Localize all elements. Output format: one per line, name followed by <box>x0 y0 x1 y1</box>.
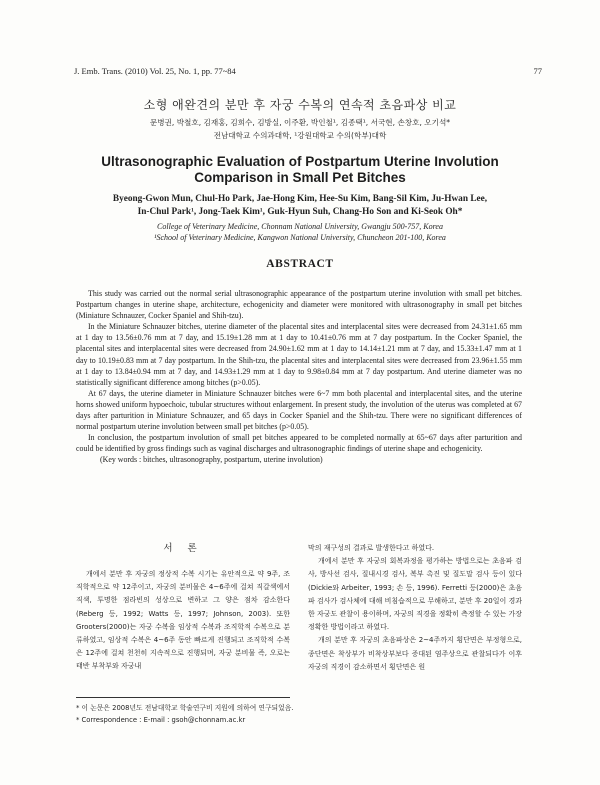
footnote-funding: * 이 논문은 2008년도 전남대학교 학술연구비 지원에 의하여 연구되었음. <box>76 704 294 712</box>
english-title: Ultrasonographic Evaluation of Postpartum Uterine Involution Comparison in Small Pet Bitches <box>101 154 499 185</box>
english-authors-line-2: In-Chul Park¹, Jong-Taek Kim¹, Guk-Hyun Suh, Chang-Ho Son and Ki-Seok Oh* <box>137 207 463 217</box>
affiliation-1: College of Veterinary Medicine, Chonnam National University, Gwangju 500-757, Korea <box>157 222 443 231</box>
abstract-paragraph: At 67 days, the uterine diameter in Miniature Schnauzer bitches were 6~7 mm both placental and interplacental sites, and the uterine horns showed uniform hypoechoic, tubular structures without enlargement. In present study, the involution of the uterus was completed at 67 days after parturition in Miniature Schnauzer, and 65 days in Cocker Spaniel and the Shih-tzu. There were no significant differences of normal postpartum uterine involution between small pet bitches (p>0.05). <box>76 388 522 432</box>
body-paragraph: 개에서 분만 후 자궁의 회복과정을 평가하는 방법으로는 초음파 검사, 방사선 검사, 질내시경 검사, 복부 촉진 및 질도말 검사 등이 있다(Dickie와 Arbeiter, 1993; 손 등, 1996). Ferretti 등(2000)은 초음파 검사가 검사체에 대해 비침습적으로 무해하고, 분만 후 20일이 경과한 자궁도 관찰이 용이하며, 자궁의 직경을 정확히 측정할 수 있는 가장 정확한 방법이라고 하였다. <box>308 557 522 632</box>
section-heading-introduction: 서 론 <box>163 543 203 554</box>
footnote-divider <box>76 697 290 698</box>
affiliations <box>60 222 540 243</box>
footnotes <box>76 702 406 726</box>
korean-affiliation: 전남대학교 수의과대학, ¹강원대학교 수의(학부)대학 <box>213 131 387 140</box>
body-paragraph: 개의 분만 후 자궁의 초음파상은 2~4주까지 횡단면은 부정형으로, 종단면은 착상부가 비착상부보다 증대된 염주상으로 관찰되다가 이후 자궁의 직경이 감소하면서 횡단면은 원 <box>308 636 522 671</box>
body-paragraph: 개에서 분만 후 자궁의 정상적 수복 시기는 유안적으로 약 9주, 조직학적으로 약 12주이고, 자궁의 분비물은 4~6주에 걸쳐 직갈색에서 직색, 투명한 점라빈의 성상으로 변하고 그 양은 점차 감소한다(Reberg 등, 1992; Watts 등, 1997; Johnson, 2003). 또한 Grooters(2000)는 자궁 수복을 임상적 수복과 조직학적 수복으로 분류하였고, 임상적 수복은 4~6주 동안 빠르게 진행되고 조직학적 수복은 12주에 걸쳐 천천히 지속적으로 진행되며, 자궁 분비물 즉, 오로는 태반 부착부와 자궁내 <box>76 570 290 671</box>
journal-citation: J. Emb. Trans. (2010) Vol. 25, No. 1, pp. 77~84 <box>74 66 236 76</box>
page-number: 77 <box>533 66 542 76</box>
keywords: (Key words : bitches, ultrasonography, postpartum, uterine involution) <box>100 455 323 465</box>
abstract-body <box>76 288 522 466</box>
abstract-heading: ABSTRACT <box>266 258 334 270</box>
affiliation-2: ¹School of Veterinary Medicine, Kangwon National University, Chuncheon 201-100, Korea <box>154 232 446 242</box>
korean-title: 소형 애완견의 분만 후 자궁 수복의 연속적 초음파상 비교 <box>143 98 457 112</box>
running-head <box>74 66 542 76</box>
body-paragraph: 막의 재구성의 결과로 발생한다고 하였다. <box>308 544 435 552</box>
abstract-paragraph: This study was carried out the normal serial ultrasonographic appearance of the postpartum uterine involution with small pet bitches. Postpartum changes in uterine shape, architecture, echogenicity and diameter were monitored with ultrasonography in small pet bitches (Miniature Schnauzer, Cocker Spaniel and Shih-tzu). <box>76 289 522 321</box>
footnote-correspondence: * Correspondence : E-mail : gsoh@chonnam.ac.kr <box>76 716 246 724</box>
korean-authors-block <box>0 116 600 142</box>
body-column-left <box>76 542 290 674</box>
english-authors-line-1: Byeong-Gwon Mun, Chul-Ho Park, Jae-Hong Kim, Hee-Su Kim, Bang-Sil Kim, Ju-Hwan Lee, <box>112 194 488 204</box>
abstract-paragraph: In the Miniature Schnauzer bitches, uterine diameter of the placental sites and interplacental sites were decreased from 24.31±1.65 mm at 1 day to 13.56±0.76 mm at 7 day, and 15.19±1.28 mm at 1 day to 10.41±0.76 mm at 7 day postpartum. In the Cocker Spaniel, the placental sites and interplacental sites were decreased from 24.90±1.62 mm at 1 day to 14.14±1.21 mm at 7 day, and 15.33±1.47 mm at 1 day to 10.19±0.83 mm at 7 day postpartum. In the Shih-tzu, the placental sites and interplacental sites were decreased from 23.96±1.55 mm at 1 day to 13.84±0.94 mm at 7 day, and 14.93±1.29 mm at 1 day to 9.98±0.84 mm at 7 day postpartum. And uterine diameter was no statistically significant difference among bitches (p>0.05). <box>76 322 522 387</box>
korean-authors: 문병권, 박철호, 김재홍, 김희수, 김방실, 이주환, 박인철¹, 김종택¹, 서국현, 손창호, 오기석* <box>149 118 451 127</box>
english-authors-block <box>60 193 540 219</box>
body-column-right <box>308 542 522 674</box>
abstract-paragraph: In conclusion, the postpartum involution of small pet bitches appeared to be completed normally at 65~67 days after parturition and could be identified by gross findings such as vaginal discharges and ultrasonographic findings of uterine shape and echogenicity. <box>76 433 522 454</box>
